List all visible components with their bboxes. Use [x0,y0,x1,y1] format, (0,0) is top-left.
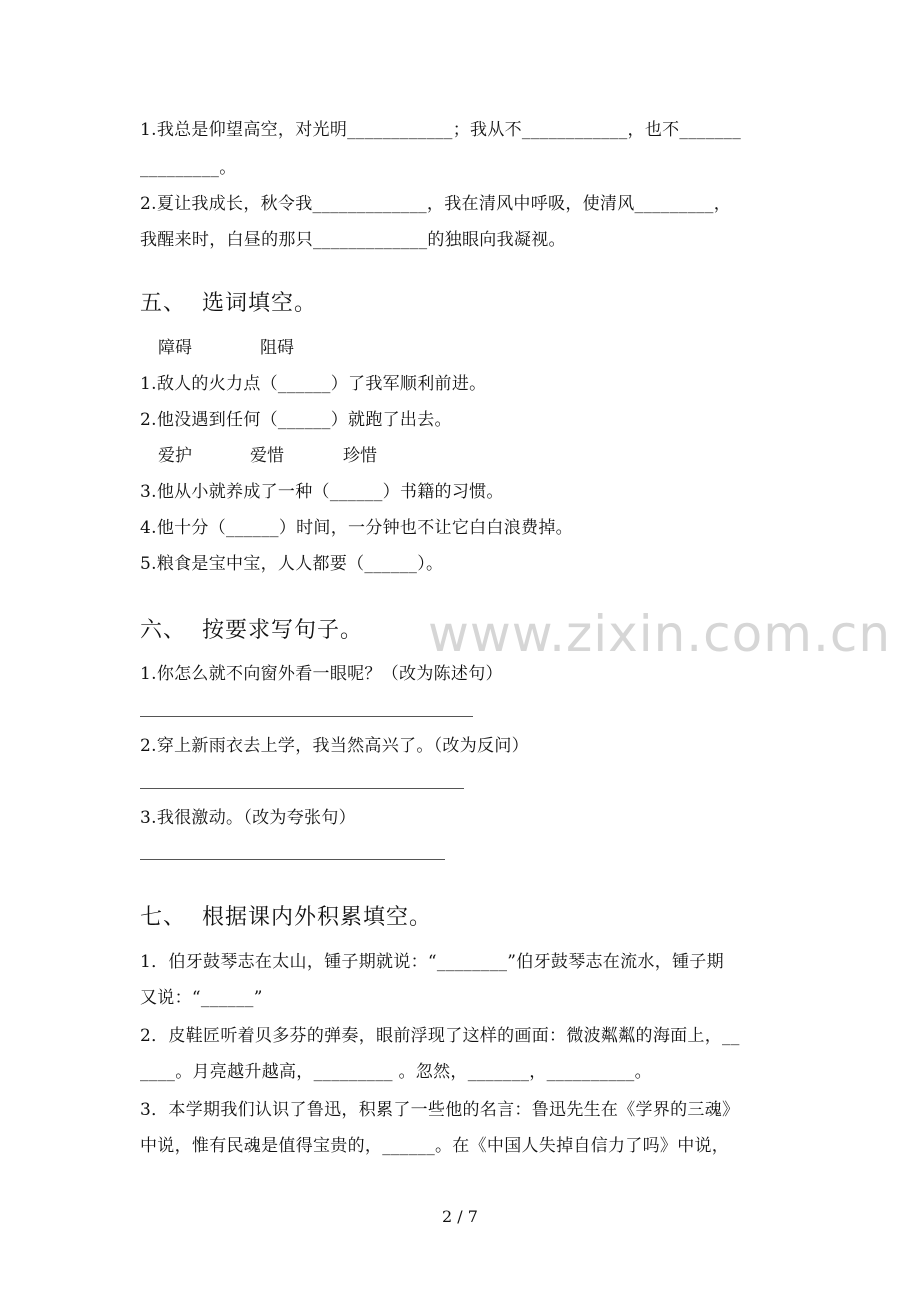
s5-item-4: 4.他十分（______）时间，一分钟也不让它白白浪费掉。 [140,518,573,538]
section7-heading [140,903,432,933]
s6-item-2: 2.穿上新雨衣去上学，我当然高兴了。（改为反问） [140,736,529,756]
s4-line-1: 1.我总是仰望高空，对光明____________；我从不____________，也不_______ [140,120,742,140]
s5-item-5: 5.粮食是宝中宝，人人都要（______）。 [140,554,444,574]
s6-item-3: 3.我很激动。（改为夸张句） [140,808,356,828]
answer-line-1 [140,716,473,717]
s4-line-2: _________。 [140,158,237,178]
s7-line-1: 1．伯牙鼓琴志在太山，锺子期就说：“________”伯牙鼓琴志在流水，锺子期 [140,952,724,972]
s4-line-3: 2.夏让我成长，秋令我_____________，我在清风中呼吸，使清风_________， [140,194,732,214]
watermark: www.zixin.com.cn [428,605,892,663]
section5-heading [140,289,317,319]
s4-line-4: 我醒来时，白昼的那只_____________的独眼向我凝视。 [140,230,566,250]
s7-line-5: 3．本学期我们认识了鲁迅，积累了一些他的名言：鲁迅先生在《学界的三魂》 [140,1100,740,1120]
word-choice: 爱惜 [250,446,284,466]
word-choice: 爱护 [158,446,192,466]
word-choice: 珍惜 [343,446,377,466]
word-choice: 障碍 [158,338,192,358]
answer-line-3 [140,859,445,860]
section5-number: 五、 [140,291,187,316]
s7-line-3: 2．皮鞋匠听着贝多芬的弹奏，眼前浮现了这样的画面：微波粼粼的海面上，__ [140,1026,740,1046]
section7-number: 七、 [140,905,187,930]
answer-line-2 [140,788,464,789]
word-choices-1 [0,336,920,360]
word-choice: 阻碍 [260,338,294,358]
page-number: 2 / 7 [442,1207,478,1226]
section6-title: 按要求写句子。 [202,618,364,643]
section7-title: 根据课内外积累填空。 [202,905,433,930]
s5-item-1: 1.敌人的火力点（______）了我军顺利前进。 [140,374,487,394]
s7-line-6: 中说，惟有民魂是值得宝贵的，______。在《中国人失掉自信力了吗》中说， [140,1136,730,1156]
s5-item-3: 3.他从小就养成了一种（______）书籍的习惯。 [140,482,504,502]
section6-number: 六、 [140,618,187,643]
s6-item-1: 1.你怎么就不向窗外看一眼呢？（改为陈述句） [140,664,503,684]
section5-title: 选词填空。 [202,291,318,316]
s7-line-4: ____。月亮越升越高，_________ 。忽然，_______，__________。 [140,1062,652,1082]
section6-heading [140,616,363,646]
word-choices-2 [0,444,920,468]
s5-item-2: 2.他没遇到任何（______）就跑了出去。 [140,410,452,430]
s7-line-2: 又说：“______” [140,988,263,1008]
